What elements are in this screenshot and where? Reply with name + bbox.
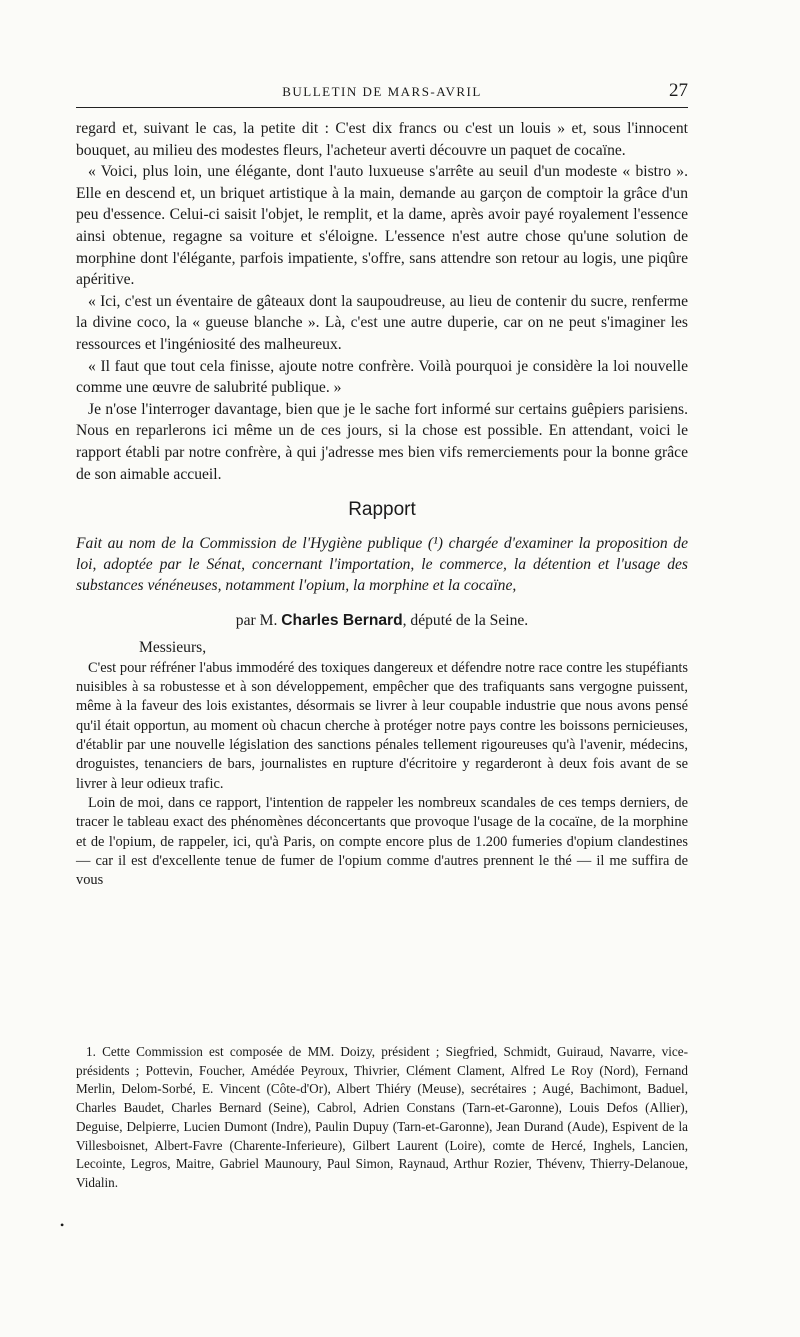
page-header	[76, 80, 688, 104]
intro-paragraph-5: Je n'ose l'interroger davantage, bien que je le sache fort informé sur certains guêpiers parisiens. Nous en reparlerons ici même un de ces jours, si la chose est possible. En attendant, voici le rapport établi par notre confrère, à qui j'adresse mes bien vifs remerciements pour la bonne grâce de son aimable accueil.	[76, 400, 688, 483]
footnote-text: 1. Cette Commission est composée de MM. Doizy, président ; Siegfried, Schmidt, Guiraud, Navarre, vice-présidents ; Pottevin, Foucher, Amédée Peyroux, Thivrier, Clément Clament, Alfred Le Roy (Nord), Fernand Merlin, Delom-Sorbé, E. Vincent (Côte-d'Or), Albert Thiéry (Meuse), secrétaires ; Augé, Bachimont, Baduel, Charles Baudet, Charles Bernard (Seine), Cabrol, Adrien Constans (Tarn-et-Garonne), Louis Defos (Allier), Deguise, Delpierre, Lucien Dumont (Indre), Paulin Dupuy (Tarn-et-Garonne), Jean Durand (Aude), Espivent de la Villesboisnet, Albert-Favre (Charente-Inferieure), Gilbert Laurent (Loire), comte de Hercé, Inghels, Lancien, Lecointe, Legros, Maitre, Gabriel Maunoury, Paul Simon, Raynaud, Arthur Rozier, Thévenv, Thierry-Delanoue, Vidalin.	[76, 1044, 688, 1190]
report-paragraph-1: C'est pour réfréner l'abus immodéré des toxiques dangereux et défendre notre race contre les stupéfiants nuisibles à sa robustesse et à son développement, empêcher que des trafiquants sans vergogne puissent, même à la faveur des lois existantes, désormais se livrer à leur coupable industrie que nous avons pensé qu'il était opportun, au moment où chacun cherche à protéger notre pays contre les boissons pernicieuses, d'établir par une nouvelle législation des sanctions pénales tellement rigoureuses qu'à l'avenir, médecins, droguistes, tenanciers de bars, journalistes en rupture d'écritoire y regarderont à deux fois avant de se livrer à leur odieux trafic.	[76, 659, 688, 792]
report-body	[76, 659, 688, 891]
intro-paragraph-2: « Voici, plus loin, une élégante, dont l'auto luxueuse s'arrête au seuil d'un modeste « bistro ». Elle en descend et, un briquet artistique à la main, demande au garçon de comptoir la grâce d'un peu d'essence. Celui-ci saisit l'objet, le remplit, et la dame, après avoir payé royalement l'essence ainsi obtenue, regagne sa voiture et s'éloigne. L'essence n'est autre chose qu'une solution de morphine dont l'élégante, parfois impatiente, s'offre, sans attendre son retour au logis, une piqûre apéritive.	[76, 163, 688, 289]
intro-paragraph-4: « Il faut que tout cela finisse, ajoute notre confrère. Voilà pourquoi je considère la loi nouvelle comme une œuvre de salubrité publique. »	[76, 357, 688, 397]
report-heading: Rapport	[348, 499, 416, 521]
salutation: Messieurs,	[139, 639, 207, 657]
byline-prefix: par M.	[235, 611, 278, 629]
byline-suffix: , député de la Seine.	[402, 611, 529, 629]
page-number: 27	[669, 80, 688, 101]
subtitle-part-1: Fait au nom de la Commission de l'Hygiène publique	[76, 534, 423, 552]
running-title: BULLETIN DE MARS-AVRIL	[282, 84, 482, 99]
report-paragraph-2: Loin de moi, dans ce rapport, l'intention de rappeler les nombreux scandales de ces temps derniers, de tracer le tableau exact des phénomènes déconcertants que provoque l'usage de la cocaïne, de la morphine et de l'opium, de rappeler, ici, qu'à Paris, on compte encore plus de 1.200 fumeries d'opium clandestines — car il est d'excellente tenue de fumer de l'opium comme d'autres prennent le thé — il me suffira de vous	[76, 794, 688, 889]
footnote	[76, 1043, 688, 1193]
header-rule	[76, 107, 688, 108]
footnote-marker: (¹)	[427, 534, 443, 552]
report-byline	[76, 610, 688, 632]
margin-bullet-icon: •	[60, 1218, 65, 1232]
author-name: Charles Bernard	[281, 611, 403, 629]
subtitle-part-2: chargée d'examiner la proposition de loi, adoptée par le Sénat, concernant l'importation, le commerce, la détention et l'usage des substances vénéneuses, notamment l'opium, la morphine et la cocaïne,	[76, 534, 689, 594]
intro-paragraph-3: « Ici, c'est un éventaire de gâteaux dont la saupoudreuse, au lieu de contenir du sucre, renferme la divine coco, la « gueuse blanche ». Là, c'est une autre duperie, car on ne peut s'imaginer les ressources et l'ingéniosité des malheureux.	[76, 292, 688, 353]
report-subtitle	[76, 533, 688, 596]
article-body	[76, 118, 688, 890]
intro-paragraph-1: regard et, suivant le cas, la petite dit : C'est dix francs ou c'est un louis » et, sous l'innocent bouquet, au milieu des modestes fleurs, l'acheteur averti découvre un paquet de cocaïne.	[76, 120, 688, 159]
